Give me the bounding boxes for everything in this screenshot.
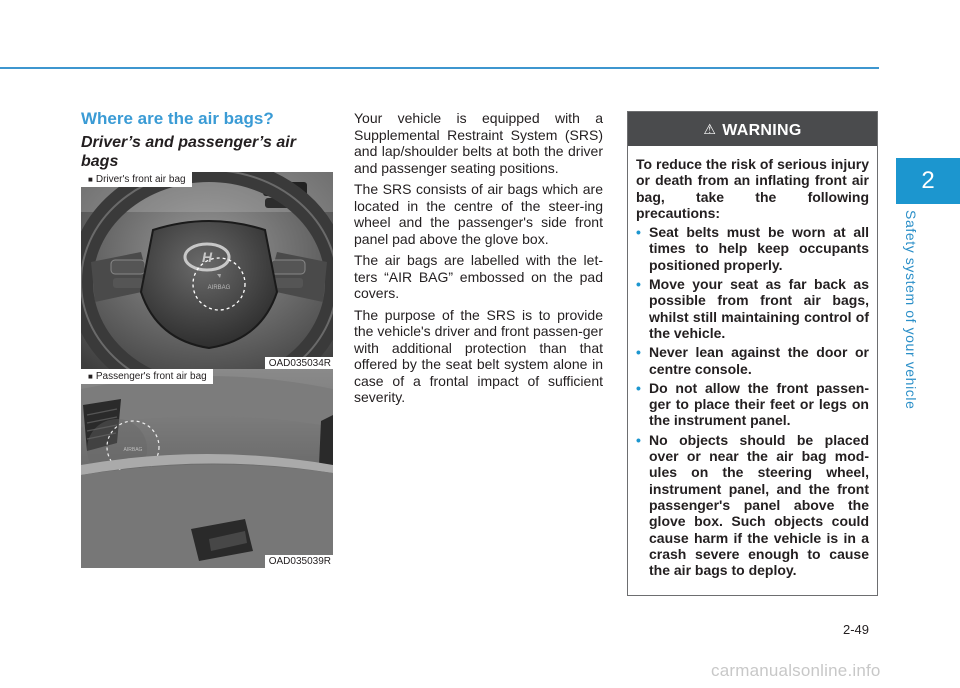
- warning-body: [628, 146, 877, 578]
- steering-wheel-illustration: [81, 172, 333, 370]
- bullet-icon: •: [636, 344, 641, 361]
- page-number: 2-49: [843, 622, 870, 637]
- body-paragraph: The purpose of the SRS is to provide the vehicle's driver and front passen-ger with additional protection than that offered by the seat belt system alone in case of a frontal impact of sufficient severity.: [354, 306, 603, 405]
- warning-list: [636, 224, 869, 578]
- warning-item: • No objects should be placed over or near the air bag mod-ules on the steering wheel, instrument panel, and the front passenger's panel above the glove box. Such objects could cause harm if the vehicle is in a crash severe enough to cause the air bags to deploy.: [636, 431, 869, 579]
- warning-item: • Seat belts must be worn at all times to help keep occupants positioned properly.: [636, 224, 869, 273]
- warning-item: • Move your seat as far back as possible from front air bags, whilst still maintaining control of the vehicle.: [636, 276, 869, 341]
- warning-triangle-icon: ⚠: [703, 121, 717, 137]
- driver-airbag-emboss: AIRBAG: [207, 285, 231, 291]
- warning-header: [628, 112, 877, 146]
- svg-text:H: H: [201, 249, 213, 265]
- passenger-airbag-caption: ■ Passenger's front air bag: [81, 369, 213, 384]
- driver-figure-code: OAD035034R: [265, 357, 333, 370]
- bullet-icon: •: [636, 431, 641, 448]
- body-text: [354, 110, 603, 411]
- watermark[interactable]: carmanualsonline.info: [711, 661, 881, 680]
- bullet-icon: •: [636, 379, 641, 396]
- warning-item: • Do not allow the front passen-ger to place their feet or legs on the instrument panel.: [636, 379, 869, 429]
- warning-box: [627, 111, 878, 596]
- section-number: 2: [921, 167, 935, 194]
- section-title-wrap: [903, 210, 925, 410]
- driver-airbag-caption: ■ Driver's front air bag: [81, 172, 192, 187]
- dashboard-illustration: [81, 369, 333, 568]
- driver-airbag-figure: [81, 172, 333, 370]
- section-tab[interactable]: [896, 158, 960, 204]
- sub-heading: Driver’s and passenger’s air bags: [81, 134, 296, 170]
- page-heading: Where are the air bags?: [81, 109, 274, 128]
- passenger-airbag-emboss: AIRBAG: [123, 447, 143, 453]
- body-paragraph: The SRS consists of air bags which are located in the centre of the steer-ing wheel and the passenger's side front panel pad above the glove box.: [354, 181, 603, 247]
- passenger-figure-code: OAD035039R: [265, 555, 333, 568]
- body-paragraph: The air bags are labelled with the let-ters “AIR BAG” embossed on the pad covers.: [354, 252, 603, 301]
- header-rule: [0, 67, 879, 69]
- body-paragraph: Your vehicle is equipped with a Supplemental Restraint System (SRS) and lap/shoulder belts at both the driver and passenger seating positions.: [354, 110, 603, 176]
- passenger-airbag-figure: [81, 369, 333, 568]
- bullet-icon: •: [636, 276, 641, 293]
- section-title: Safety system of your vehicle: [903, 210, 919, 410]
- warning-title: WARNING: [722, 122, 802, 139]
- bullet-icon: •: [636, 224, 641, 241]
- warning-item: • Never lean against the door or centre console.: [636, 344, 869, 377]
- warning-intro: To reduce the risk of serious injury or death from an inflating front air bag, take the following precautions:: [636, 156, 869, 221]
